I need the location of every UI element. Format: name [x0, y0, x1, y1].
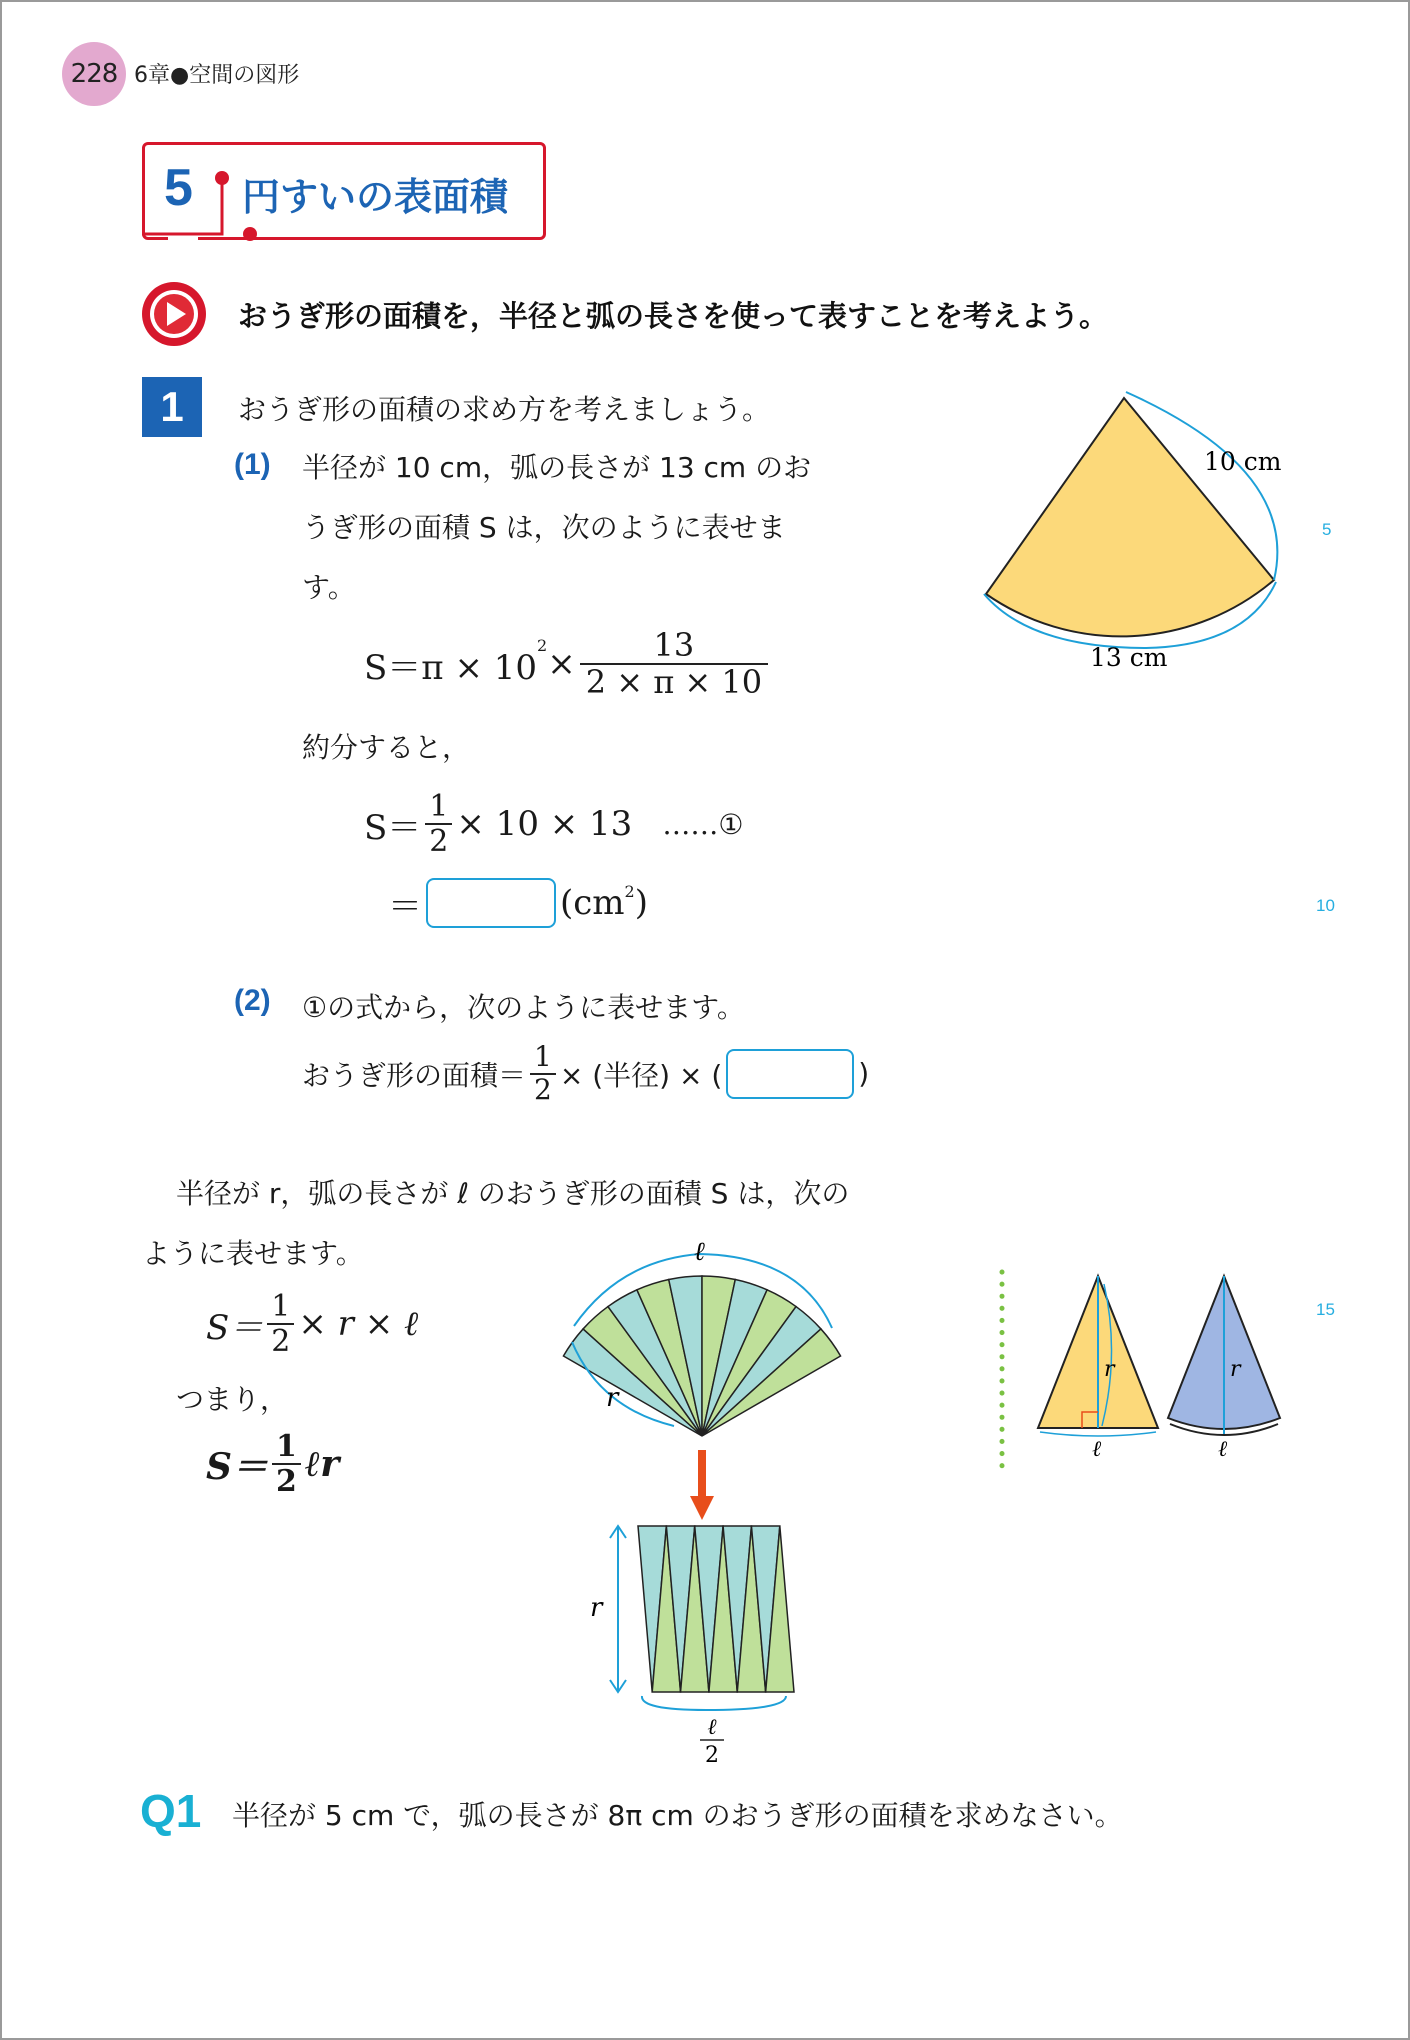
equation-3: ＝ (cm $^2$ ): [388, 878, 648, 928]
rect-width-numerator: ℓ: [707, 1715, 717, 1740]
part2-fraction: $\frac{1}{2}$: [530, 1042, 556, 1106]
reduce-text: 約分すると，: [302, 731, 471, 764]
width-brace: [642, 1696, 786, 1710]
formula-1-fraction: $\frac{1}{2}$: [267, 1290, 294, 1358]
sector-radius-label: 10 cm: [1204, 447, 1282, 476]
part1-line1: 半径が 10 cm，弧の長さが 13 cm のお: [302, 451, 812, 484]
part1-line3: す。: [302, 571, 356, 604]
part2-formula: おうぎ形の面積＝ $\frac{1}{2}$ × (半径) × ( ): [302, 1040, 870, 1106]
equation-1: S＝π × 10 $^2$ × $\frac{13}{2 \times \pi \times 10}$: [364, 628, 772, 700]
rect-height-label: r: [590, 1593, 603, 1623]
rect-width-denominator: 2: [705, 1743, 719, 1768]
line-number-15: 15: [1316, 1300, 1335, 1319]
triangle-base-label: ℓ: [1092, 1437, 1102, 1462]
fan-sector: [563, 1276, 840, 1436]
part2-line1: ①の式から，次のように表せます。: [302, 991, 745, 1024]
line-number-10: 10: [1316, 896, 1335, 915]
rearranged-strips: [638, 1526, 794, 1692]
equation-1-fraction: $\frac{13}{2 \times \pi \times 10}$: [580, 628, 768, 700]
part1-line2: うぎ形の面積 S は，次のように表せま: [302, 511, 786, 544]
part1-text: [302, 438, 811, 618]
play-icon: [140, 280, 210, 350]
chapter-title: 6章●空間の図形: [134, 63, 300, 88]
general-line1: 半径が r，弧の長さが ℓ のおうぎ形の面積 S は，次の: [176, 1177, 850, 1210]
sector-rearrangement-diagram: [560, 1230, 860, 1770]
equation-2: S＝ $\frac{1}{2}$ × 10 × 13 ……①: [364, 789, 744, 859]
section-number: 5: [164, 159, 193, 217]
sector-figure: [970, 380, 1300, 680]
equation-2-fraction: $\frac{1}{2}$: [425, 790, 452, 858]
cone-base-label: ℓ: [1218, 1437, 1228, 1462]
fan-radius-label: r: [606, 1383, 619, 1413]
cone-development: [1168, 1276, 1280, 1462]
part2-label: (2): [234, 984, 271, 1017]
formula-1: S＝ $\frac{1}{2}$ × r × ℓ: [206, 1289, 419, 1359]
problem-number: 1: [142, 377, 202, 437]
problem-prompt: おうぎ形の面積の求め方を考えましょう。: [238, 393, 771, 426]
question-text: 半径が 5 cm で，弧の長さが 8π cm のおうぎ形の面積を求めなさい。: [232, 1799, 1123, 1832]
learning-goal: おうぎ形の面積を，半径と弧の長さを使って表すことを考えよう。: [238, 299, 1109, 333]
part1-label: (1): [234, 448, 271, 481]
section-title: 円すいの表面積: [242, 175, 509, 219]
formula-2: S＝ $\frac{1}{2}$ ℓr: [206, 1429, 340, 1499]
formula-2-fraction: $\frac{1}{2}$: [272, 1430, 301, 1498]
general-line2: ように表せます。: [142, 1237, 364, 1270]
therefore-text: つまり，: [176, 1383, 289, 1416]
answer-box-2[interactable]: [726, 1049, 854, 1099]
down-arrow-shaft: [698, 1450, 706, 1498]
cone-height-label: r: [1230, 1357, 1241, 1382]
answer-box-1[interactable]: [426, 878, 556, 928]
question-label: Q1: [140, 1785, 202, 1837]
sector-arc-label: 13 cm: [1090, 643, 1168, 672]
line-number-5: 5: [1322, 520, 1332, 539]
down-arrow-icon: [690, 1496, 714, 1520]
dotted-divider: [994, 1268, 1010, 1474]
triangle-and-cone: [1030, 1264, 1290, 1474]
isosceles-triangle: [1038, 1276, 1158, 1462]
fan-arc-label: ℓ: [694, 1237, 705, 1267]
triangle-height-label: r: [1104, 1357, 1115, 1382]
page-number-badge: 228: [62, 42, 126, 106]
